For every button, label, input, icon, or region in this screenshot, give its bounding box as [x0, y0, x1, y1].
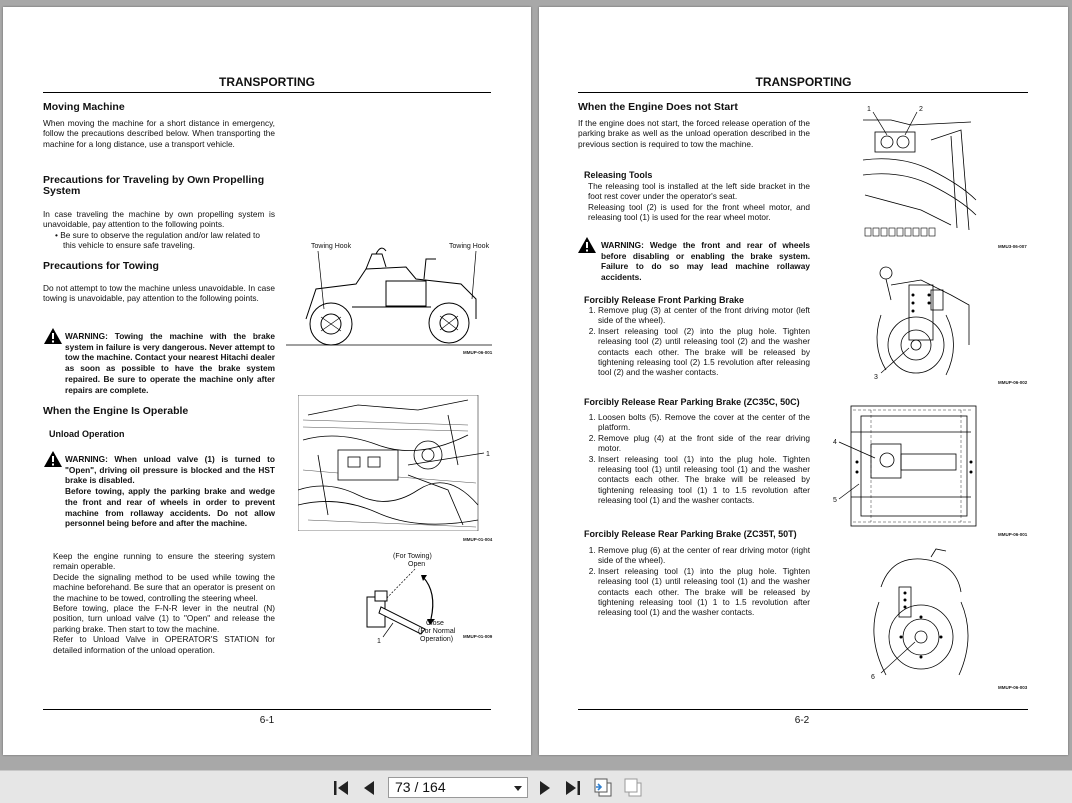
- engine-compartment-figure: [298, 395, 498, 531]
- releasing-tools-figure: [861, 100, 981, 240]
- callout-2: 2: [919, 106, 923, 113]
- step: 1. Loosen bolts (5). Remove the cover at the center of the platform.: [598, 412, 810, 433]
- step: 2. Insert releasing tool (1) into the plug hole. Tighten releasing tool (1) until releasing tool (1) and the washer contacts each other. The brake will be released by tightening releasing tool (1) 1 to 1.5 revolution after releasing tool (1) and the washer contacts.: [598, 566, 810, 618]
- previous-page-icon[interactable]: [358, 777, 380, 799]
- page-number-select[interactable]: [388, 777, 528, 798]
- towing-hook-label-right: Towing Hook: [449, 243, 490, 250]
- close-label-1: (For Normal: [418, 628, 456, 635]
- heading-own-propelling: Precautions for Traveling by Own Propelling System: [43, 174, 265, 197]
- rear-wheel-figure: [861, 547, 981, 685]
- page-title: TRANSPORTING: [755, 75, 852, 89]
- bottom-rule: [43, 709, 491, 710]
- towing-hook-label-left: Towing Hook: [311, 243, 352, 250]
- warning-icon: [43, 327, 63, 345]
- viewer-toolbar: [0, 770, 1072, 803]
- bookmark-panel-icon[interactable]: [592, 777, 614, 799]
- own-propelling-body: In case traveling the machine by own propelling system is unavoidable, pay attention to the following points.: [43, 209, 275, 230]
- callout-5: 5: [833, 497, 837, 504]
- subheading-unload-operation: Unload Operation: [49, 429, 125, 439]
- figure-code: MMUP-06-003: [998, 685, 1028, 690]
- figure-code: MMUP-06-002: [998, 380, 1028, 385]
- releasing-tools-body: The releasing tool is installed at the left side bracket in the foot rest cover under the operator's seat. Releasing tool (2) is used for the front wheel motor, and releasing tool (1) is used for the rear wheel motor.: [588, 181, 810, 223]
- platform-figure: [831, 402, 981, 532]
- open-label: (For Towing): [393, 553, 432, 560]
- bottom-rule: [578, 709, 1028, 710]
- step: 2. Remove plug (4) at the front side of the rear driving motor.: [598, 433, 810, 454]
- left-page: [3, 7, 531, 755]
- page-thumbnails-icon[interactable]: [622, 777, 644, 799]
- own-propelling-bullet: • Be sure to observe the regulation and/or law related to this vehicle to ensure safe traveling.: [55, 230, 260, 251]
- roller-side-view-figure: [286, 239, 496, 349]
- figure-code: MMUP-01-004: [463, 537, 493, 542]
- step: 1. Remove plug (6) at the center of rear driving motor (right side of the wheel).: [598, 545, 810, 566]
- bullet-text: Be sure to observe the regulation and/or law related to this vehicle to ensure safe traveling.: [60, 230, 260, 251]
- close-label-2: Operation): [420, 636, 454, 643]
- heading-front-brake: Forcibly Release Front Parking Brake: [584, 295, 745, 305]
- towing-body: Do not attempt to tow the machine unless unavoidable. In case towing is unavoidable, pay attention to the following points.: [43, 283, 275, 304]
- moving-machine-body: When moving the machine for a short distance in emergency, follow the precautions described below. When transporting the machine for a long distance, use a transport vehicle.: [43, 118, 275, 149]
- unload-body: Keep the engine running to ensure the steering system remain operable. Decide the signaling method to be used while towing the machine beforehand. Be sure that an operator is present on the machine to be towed, controlling the steering wheel. Before towing, place the F-N-R lever in the neutral (N) position, turn unload valve (1) to "Open" and release the parking brake. Then start to tow the machine. Refer to Unload Valve in OPERATOR'S STATION for detailed information of the unload operation.: [53, 551, 275, 655]
- close-word: Close: [426, 620, 444, 627]
- figure-code: MMUP-01-009: [463, 634, 493, 639]
- page-number: 6-1: [259, 715, 275, 726]
- rear-brake-t-steps: [584, 545, 810, 618]
- warning-icon: [577, 236, 597, 254]
- unload-valve-figure: [363, 547, 467, 647]
- engine-not-start-body: If the engine does not start, the forced release operation of the parking brake as well as the unload operation described in the previous section is required to tow the machine.: [578, 118, 810, 149]
- page-indicator: 73 / 164: [395, 779, 446, 795]
- next-page-icon[interactable]: [534, 777, 556, 799]
- step: 2. Insert releasing tool (2) into the plug hole. Tighten releasing tool (2) until releasing tool (2) and the washer contacts each other. The brake will be released by tightening releasing tool (2) 1.5 revolution after releasing tool (2) and the washer contacts.: [598, 326, 810, 378]
- warning-icon: [43, 450, 63, 468]
- heading-moving-machine: Moving Machine: [43, 101, 125, 113]
- callout-1: 1: [486, 451, 490, 458]
- top-rule: [578, 92, 1028, 93]
- front-brake-steps: [584, 305, 810, 378]
- callout-3: 3: [874, 374, 878, 381]
- callout-1: 1: [867, 106, 871, 113]
- page-title: TRANSPORTING: [219, 75, 315, 89]
- open-word: Open: [408, 561, 426, 568]
- heading-engine-operable: When the Engine Is Operable: [43, 405, 189, 417]
- callout-1: 1: [377, 638, 381, 645]
- figure-code: MMU3-06-007: [998, 244, 1027, 249]
- towing-warning: WARNING: Towing the machine with the brake system in failure is very dangerous. Never attempt to tow the machine. Contact your nearest Hitachi dealer as soon as possible to have the brake system repaired. Be sure to operate the machine only after repairs are complete.: [65, 331, 275, 395]
- rear-brake-c-steps: [584, 412, 810, 506]
- first-page-icon[interactable]: [330, 777, 352, 799]
- callout-4: 4: [833, 439, 837, 446]
- step: 1. Remove plug (3) at center of the front driving motor (left side of the wheel).: [598, 305, 810, 326]
- figure-code: MMUP-06-001: [463, 350, 493, 355]
- top-rule: [43, 92, 491, 93]
- heading-releasing-tools: Releasing Tools: [584, 170, 653, 180]
- heading-engine-not-start: When the Engine Does not Start: [578, 101, 738, 113]
- chevron-down-icon: [514, 786, 522, 791]
- last-page-icon[interactable]: [562, 777, 584, 799]
- step: 3. Insert releasing tool (1) into the plug hole. Tighten releasing tool (1) until releasing tool (1) and the washer contacts each other. The brake will be released by tightening releasing tool (1) 1 to 1.5 revolution after releasing tool (1) and the washer contacts.: [598, 454, 810, 506]
- heading-towing: Precautions for Towing: [43, 260, 159, 272]
- brake-warning: WARNING: Wedge the front and rear of wheels before disabling or enabling the brake system. Failure to do so may lead machine rollaway accidents.: [601, 240, 810, 283]
- heading-rear-brake-c: Forcibly Release Rear Parking Brake (ZC35C, 50C): [584, 397, 800, 407]
- callout-6: 6: [871, 674, 875, 681]
- right-page: [539, 7, 1068, 755]
- unload-warning: WARNING: When unload valve (1) is turned to "Open", driving oil pressure is blocked and the HST brake is disabled. Before towing, apply the parking brake and wedge the front and rear of wheels in order to prevent machine from rollaway accidents. Do not allow personnel being before and after the machine.: [65, 454, 275, 529]
- heading-rear-brake-t: Forcibly Release Rear Parking Brake (ZC35T, 50T): [584, 529, 797, 539]
- figure-code: MMUP-06-001: [998, 532, 1028, 537]
- front-wheel-figure: [861, 255, 981, 385]
- page-number: 6-2: [794, 715, 810, 726]
